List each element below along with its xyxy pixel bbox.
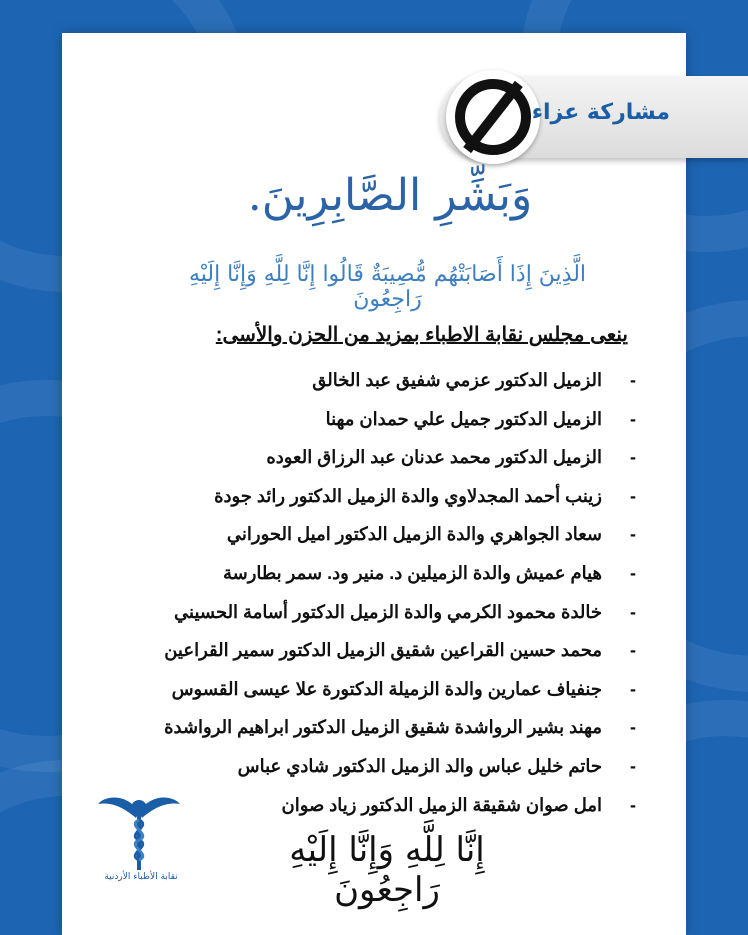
list-item: - خالدة محمود الكرمي والدة الزميل الدكتور أسامة الحسيني: [156, 594, 636, 633]
ring-logo-icon: [446, 70, 540, 164]
condolence-banner: [380, 70, 748, 166]
list-item: - زينب أحمد المجدلاوي والدة الزميل الدكتور رائد جودة: [156, 478, 636, 517]
list-item: - الزميل الدكتور محمد عدنان عبد الرزاق العوده: [156, 439, 636, 478]
calligraphy-title: وَبَشِّرِ الصَّابِرِينَ.: [247, 170, 533, 221]
list-item: - الزميل الدكتور جميل علي حمدان مهنا: [156, 401, 636, 440]
list-item: - حاتم خليل عباس والد الزميل الدكتور شادي عباس: [156, 748, 636, 787]
list-item: - هيام عميش والدة الزميلين د. منير ود. سمر بطارسة: [156, 555, 636, 594]
list-item: - الزميل الدكتور عزمي شفيق عبد الخالق: [156, 362, 636, 401]
names-list: [156, 362, 636, 825]
list-item: - محمد حسين القراعين شقيق الزميل الدكتور سمير القراعين: [156, 632, 636, 671]
calligraphy-verse: الَّذِينَ إِذَا أَصَابَتْهُم مُّصِيبَةٌ قَالُوا إِنَّا لِلَّهِ وَإِنَّا إِلَيْهِ رَاجِعُونَ: [188, 262, 587, 312]
list-item: - جنفياف عمارين والدة الزميلة الدكتورة علا عيسى القسوس: [156, 671, 636, 710]
list-item: - امل صوان شقيقة الزميل الدكتور زياد صوان: [156, 787, 636, 826]
list-item: - مهند بشير الرواشدة شقيق الزميل الدكتور ابراهيم الرواشدة: [156, 709, 636, 748]
list-item: - سعاد الجواهري والدة الزميل الدكتور اميل الحوراني: [156, 516, 636, 555]
emblem-caption: نقابة الأطباء الأردنية: [104, 872, 178, 882]
banner-label: مشاركة عزاء: [531, 100, 670, 125]
closing-calligraphy: إِنَّا لِلَّهِ وَإِنَّا إِلَيْهِ رَاجِعُونَ: [289, 830, 485, 910]
intro-text: ينعى مجلس نقابة الاطباء بمزيد من الحزن والأسى:: [215, 324, 628, 346]
